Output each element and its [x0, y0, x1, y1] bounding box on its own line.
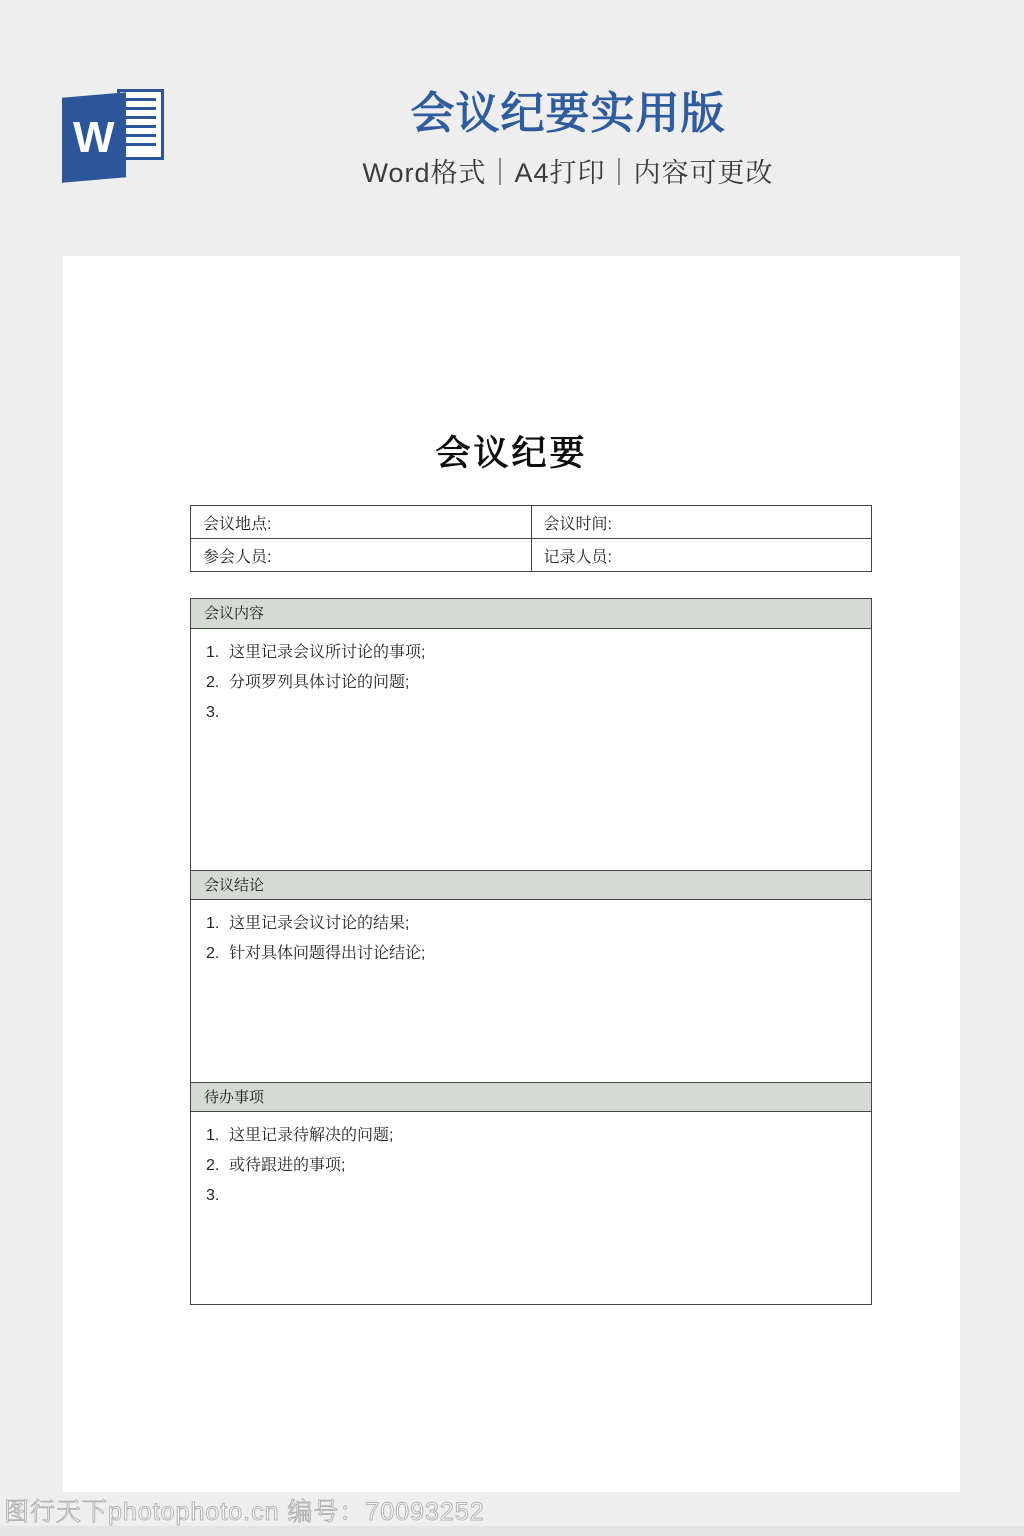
section-heading-todo-items: 待办事项	[191, 1082, 871, 1112]
list-item-number: 2.	[206, 674, 220, 691]
meeting-time-cell: 会议时间:	[531, 506, 872, 539]
list-item	[191, 1181, 871, 1211]
section-body-meeting-conclusion	[191, 900, 871, 1082]
list-item	[191, 698, 871, 728]
list-item	[191, 1151, 871, 1181]
list-item	[191, 1121, 871, 1151]
list-item-number: 1.	[206, 915, 220, 932]
section-heading-meeting-content: 会议内容	[191, 599, 871, 629]
list-item	[191, 909, 871, 939]
header-text	[120, 90, 1016, 190]
list-item	[191, 638, 871, 668]
list-item-text	[229, 698, 871, 728]
list-item-number: 1.	[206, 644, 220, 661]
section-heading-meeting-conclusion: 会议结论	[191, 870, 871, 900]
list-item-text: 针对具体问题得出讨论结论;	[229, 945, 426, 962]
recorder-cell: 记录人员:	[531, 539, 872, 572]
table-row	[191, 539, 872, 572]
section-body-meeting-content	[191, 629, 871, 870]
template-title: 会议纪要实用版	[410, 89, 726, 138]
list-item	[191, 668, 871, 698]
site-header	[0, 0, 1024, 256]
watermark: 图行天下photophoto.cn 编号：70093252	[4, 1498, 485, 1526]
list-item-number: 1.	[206, 1127, 220, 1144]
word-letter: W	[73, 112, 115, 162]
list-item-text: 或待跟进的事项;	[229, 1157, 346, 1174]
template-subtitle: Word格式｜A4打印｜内容可更改	[362, 158, 774, 189]
doc-title: 会议纪要	[435, 434, 588, 473]
list-item-number: 2.	[206, 1157, 220, 1174]
participants-cell: 参会人员:	[191, 539, 532, 572]
sections-block	[190, 598, 872, 1305]
list-item-number: 3.	[206, 1187, 220, 1204]
meeting-info-table	[190, 505, 872, 572]
list-item-text	[229, 1181, 871, 1211]
list-item-number: 2.	[206, 945, 220, 962]
list-item-text: 分项罗列具体讨论的问题;	[229, 674, 410, 691]
list-item-text: 这里记录会议讨论的结果;	[229, 915, 410, 932]
list-item-number: 3.	[206, 704, 220, 721]
document-page	[63, 256, 960, 1492]
table-row	[191, 506, 872, 539]
section-body-todo-items	[191, 1112, 871, 1304]
word-letter-tile	[62, 92, 126, 183]
list-item-text: 这里记录会议所讨论的事项;	[229, 644, 426, 661]
meeting-location-cell: 会议地点:	[191, 506, 532, 539]
list-item	[191, 939, 871, 969]
bottom-strip	[0, 1526, 1024, 1536]
list-item-text: 这里记录待解决的问题;	[229, 1127, 394, 1144]
